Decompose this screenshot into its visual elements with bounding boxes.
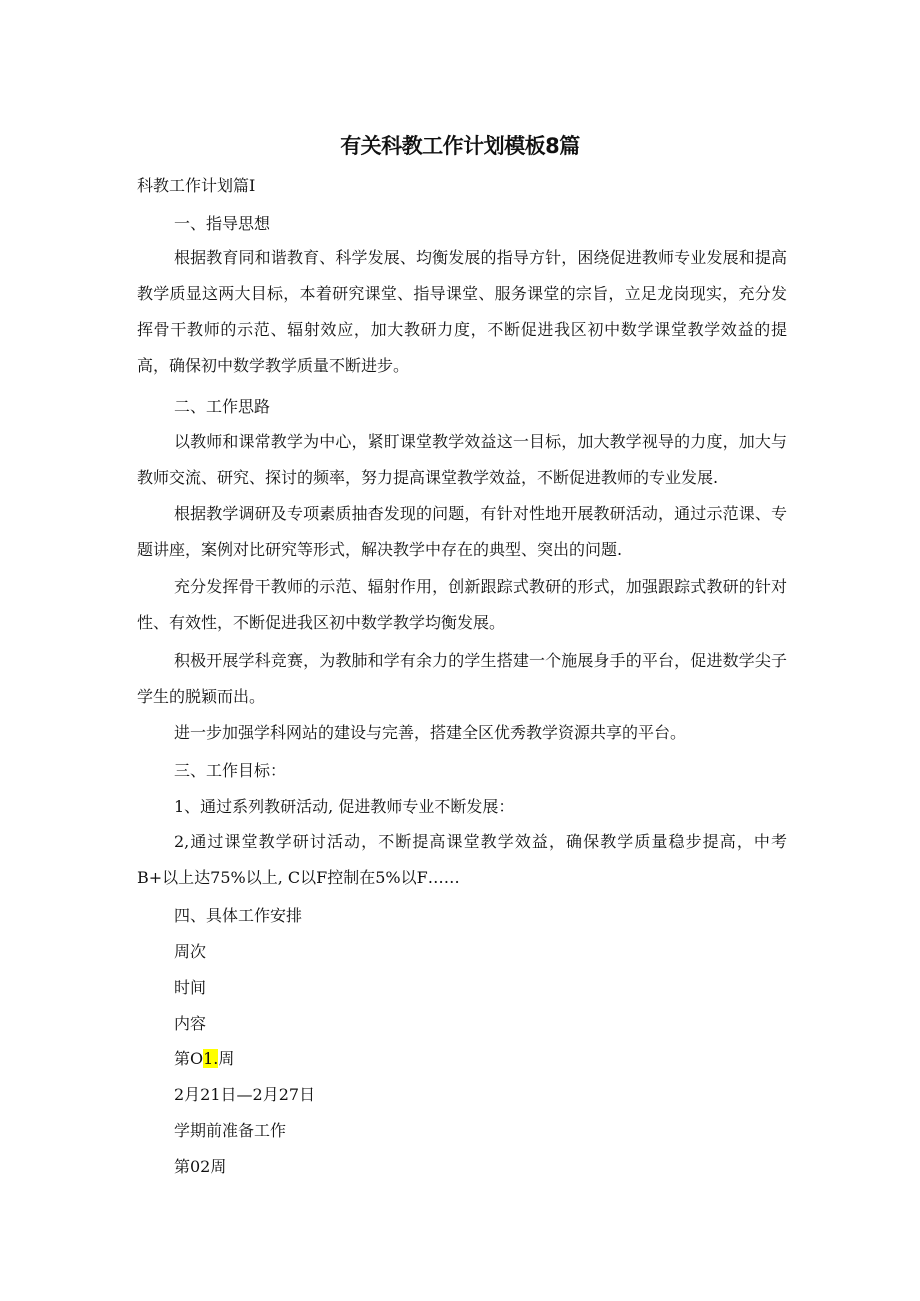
paragraph-guiding <box>137 240 787 384</box>
paragraph-idea-3 <box>137 569 787 641</box>
paragraph-idea-3-text: 充分发挥骨干教师的示范、辐射作用，创新跟踪式教研的形式，加强跟踪式教研的针对性、有效性，不断促进我区初中数学教学均衡发展。 <box>137 577 787 632</box>
subtitle: 科教工作计划篇I <box>137 176 256 195</box>
paragraph-idea-1-text: 以教师和课常教学为中心，紧盯课堂教学效益这一目标，加大教学视导的力度，加大与教师交流、研究、探讨的频率，努力提高课堂教学效益，不断促进教师的专业发展. <box>137 432 787 487</box>
goal-1: 1、通过系列教研活动, 促进教师专业不断发展： <box>174 797 515 816</box>
schedule-col-week: 周次 <box>174 942 207 961</box>
paragraph-idea-1 <box>137 424 787 496</box>
schedule-week-1-prefix: 第O <box>174 1049 204 1068</box>
paragraph-idea-2-text: 根据教学调研及专项素质抽杳发现的问题，有针对性地开展教研活动，通过示范课、专题讲座，案例对比研究等形式，解决教学中存在的典型、突出的问题. <box>137 504 787 559</box>
section-heading-goals: 三、工作目标： <box>174 761 287 780</box>
schedule-col-time: 时间 <box>174 978 207 997</box>
paragraph-idea-4-text: 积极开展学科竞赛，为教肺和学有余力的学生搭建一个施展身手的平台，促进数学尖子学生的脱颖而出。 <box>137 651 787 706</box>
schedule-week-1 <box>174 1049 474 1069</box>
paragraph-idea-2 <box>137 496 787 568</box>
paragraph-idea-5 <box>137 715 787 751</box>
paragraph-idea-5-text: 进一步加强学科网站的建设与完善，搭建全区优秀教学资源共享的平台。 <box>174 723 687 742</box>
section-heading-schedule: 四、具体工作安排 <box>174 906 303 925</box>
goal-2 <box>137 824 787 896</box>
section-heading-ideas: 二、工作思路 <box>174 397 271 416</box>
paragraph-guiding-text: 根据教育同和谐教育、科学发展、均衡发展的指导方针，困绕促进教师专业发展和提高教学质显这两大目标，本着研究课堂、指导课堂、服务课堂的宗旨，立足龙岗现实，充分发挥骨干教师的示范、辐射效应，加大教研力度，不断促进我区初中数学课堂教学效益的提高，确保初中数学教学质量不断进步。 <box>137 248 787 375</box>
highlighted-text: 1. <box>203 1049 219 1068</box>
schedule-week-2: 第02周 <box>174 1157 227 1176</box>
schedule-week-1-time: 2月21日—2月27日 <box>174 1085 316 1104</box>
paragraph-idea-4 <box>137 643 787 715</box>
schedule-col-content: 内容 <box>174 1014 207 1033</box>
goal-2-text: 2,通过课堂教学研讨活动，不断提高课堂教学效益，确保教学质量稳步提高，中考B+以上达75%以上, C以F控制在5%以F…… <box>137 832 787 887</box>
schedule-week-1-content: 学期前准备工作 <box>174 1121 287 1140</box>
document-title: 有关科教工作计划模板8篇 <box>340 134 580 158</box>
section-heading-guiding: 一、指导思想 <box>174 214 271 233</box>
schedule-week-1-suffix: 周 <box>218 1049 235 1068</box>
